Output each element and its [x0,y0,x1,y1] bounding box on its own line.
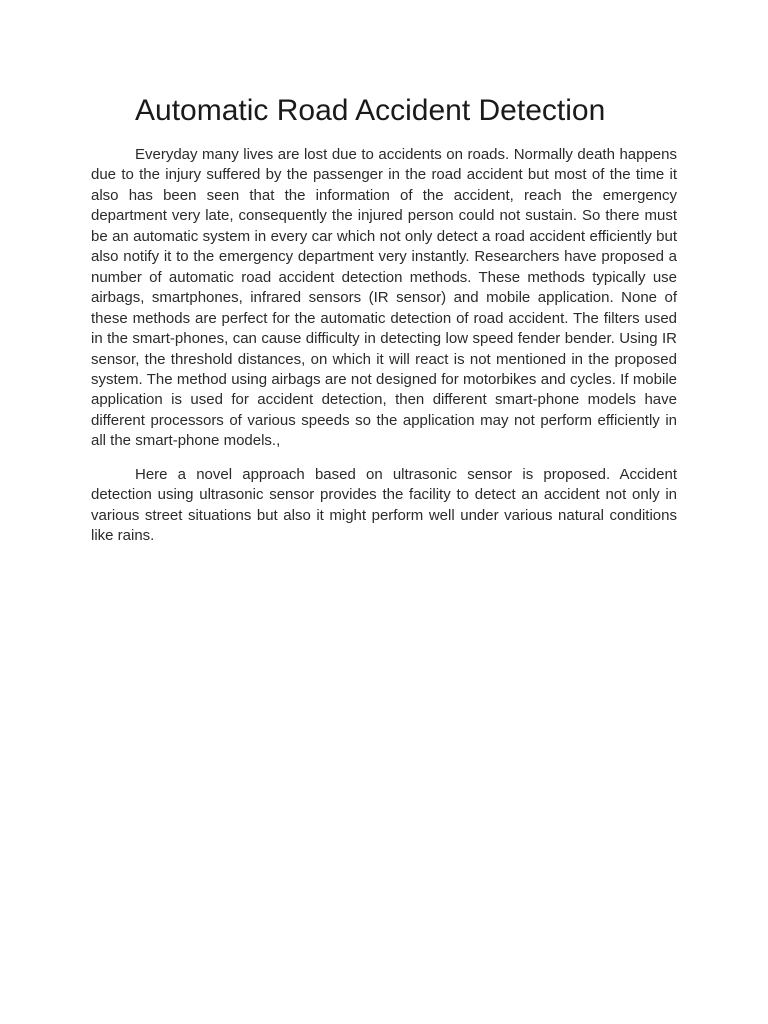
body-paragraph-1: Everyday many lives are lost due to accidents on roads. Normally death happens due to the injury suffered by the passenger in the road accident but most of the time it also has been seen that the information of the accident, reach the emergency department very late, consequently the injured person could not sustain. So there must be an automatic system in every car which not only detect a road accident efficiently but also notify it to the emergency department very instantly. Researchers have proposed a number of automatic road accident detection methods. These methods typically use airbags, smartphones, infrared sensors (IR sensor) and mobile application. None of these methods are perfect for the automatic detection of road accident. The filters used in the smart-phones, can cause difficulty in detecting low speed fender bender. Using IR sensor, the threshold distances, on which it will react is not mentioned in the proposed system. The method using airbags are not designed for motorbikes and cycles. If mobile application is used for accident detection, then different smart-phone models have different processors of various speeds so the application may not perform efficiently in all the smart-phone models., [91,146,677,450]
body-paragraph-2: Here a novel approach based on ultrasonic sensor is proposed. Accident detection using ultrasonic sensor provides the facility to detect an accident not only in various street situations but also it might perform well under various natural conditions like rains. [91,465,677,545]
document-title: Automatic Road Accident Detection [135,94,606,127]
document-body [91,145,677,560]
